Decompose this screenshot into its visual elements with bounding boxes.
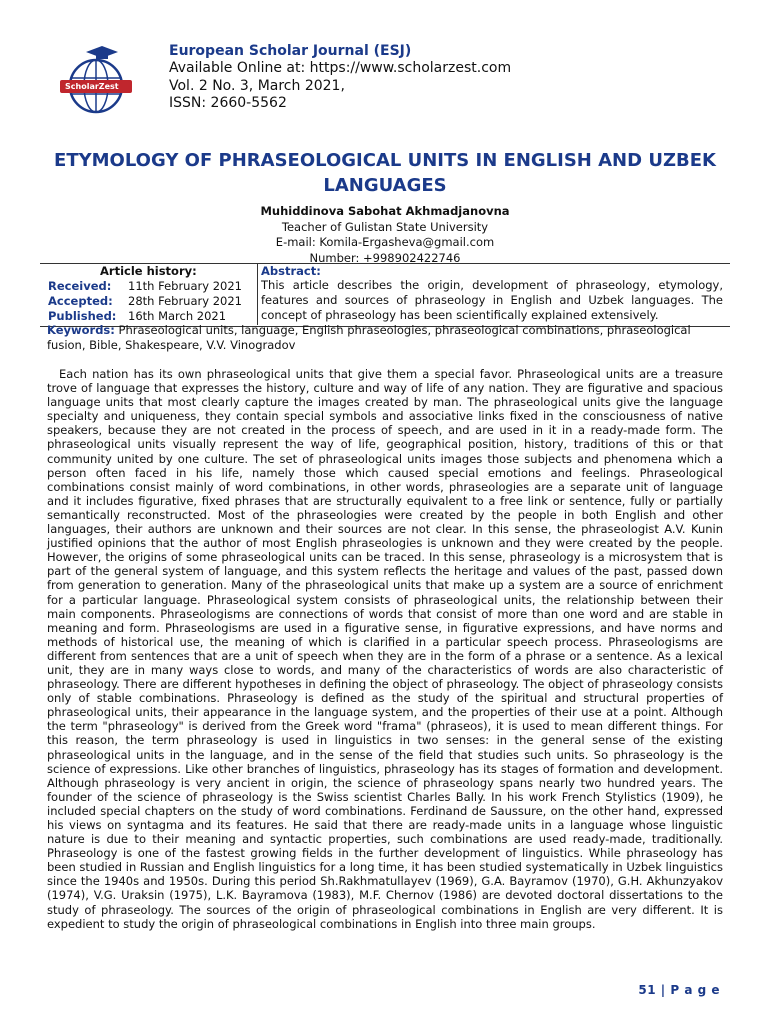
journal-url: Available Online at: https://www.scholarzest.com: [169, 60, 512, 76]
accepted-row: [48, 294, 242, 309]
accepted-label: Accepted:: [48, 294, 113, 308]
author-phone: Number: +998902422746: [309, 250, 461, 265]
keywords-label: Keywords:: [47, 323, 115, 337]
keywords: [47, 323, 727, 352]
accepted-date: 28th February 2021: [128, 294, 242, 308]
received-date: 11th February 2021: [128, 279, 242, 293]
page-number: 51 | P a g e: [638, 983, 720, 997]
history-title: Article history:: [100, 264, 197, 278]
journal-logo: [60, 44, 160, 119]
received-label: Received:: [48, 279, 112, 293]
published-label: Published:: [48, 309, 117, 323]
published-row: [48, 309, 226, 324]
keywords-text: Phraseological units, language, English phraseologies, phraseological combinations, phraseological fusion, Bible, Shakespeare, V.V. Vinogradov: [47, 323, 691, 352]
published-date: 16th March 2021: [128, 309, 227, 323]
author-block: [40, 204, 730, 266]
author-name: Muhiddinova Sabohat Akhmadjanovna: [260, 204, 510, 218]
journal-header: [169, 42, 511, 113]
author-email: E-mail: Komila-Ergasheva@gmail.com: [275, 235, 495, 249]
received-row: [48, 279, 242, 294]
author-affiliation: Teacher of Gulistan State University: [281, 219, 489, 234]
journal-issn: ISSN: 2660-5562: [169, 95, 287, 111]
logo-text: ScholarZest: [65, 82, 119, 91]
body-paragraph: Each nation has its own phraseological units that give them a special favor. Phraseological units are a treasure trove of language that expresses the history, culture and way of life of any nation. They are figurative and spacious language units that most clearly capture the images created by man. The phraseological units give the language specialty and uniqueness, they contain special symbols and associative links fixed in the consciousness of native speakers, because they are not created in the process of speech, and are used in it in a ready-made form. The phraseological units visually represent the way of life, geographical position, history, traditions of this or that community united by one culture. The set of phraseological units images those subjects and phenomena which a person often faced in his life, namely those which caused special emotions and feelings. Phraseological combinations consist mainly of word combinations, in other words, phraseologies are a separate unit of language and it includes figurative, fixed phrases that are structurally equivalent to a free link or sentence, fully or partially semantically reconstructed. Most of the phraseologies were created by the people in both English and other languages, their authors are unknown and their sources are not clear. In this sense, the phraseologist A.V. Kunin justified opinions that the author of most English phraseologies is unknown and they were created by the people. However, the origins of some phraseological units can be traced. In this sense, phraseology is a microsystem that is part of the general system of language, and this system reflects the heritage and values of the past, passed down from generation to generation. Many of the phraseological units that make up a system are a source of enrichment for a particular language. Phraseological system consists of phraseological units, the relationship between their main components. Phraseologisms are connections of words that consist of more than one word and are stable in meaning and form. Phraseologisms are used in a figurative sense, in figurative expressions, and have norms and methods of historical use, the meaning of which is clarified in a particular speech process. Phraseologisms are different from sentences that are a unit of speech when they are in the form of a phrase or a sentence. As a lexical unit, they are in many ways close to words, and many of the characteristics of words are also characteristic of phraseology. There are different hypotheses in defining the object of phraseology. The object of phraseology consists only of stable combinations. Phraseology is defined as the study of the spiritual and structural properties of phraseological units, their appearance in the language system, and the properties of their use at a point. Although the term "phraseology" is derived from the Greek word "frama" (phraseos), it is used to mean different things. For this reason, the term phraseology is used in linguistics in two senses: in the general sense of the existing phraseological units in the language, and in the sense of the field that studies such units. So phraseology is the science of expressions. Like other branches of linguistics, phraseology has its stages of formation and development. Although phraseology is very ancient in origin, the science of phraseology spans nearly two hundred years. The founder of the science of phraseology is the Swiss scientist Charles Bally. In his work French Stylistics (1909), he included special chapters on the study of word combinations. Ferdinand de Saussure, on the other hand, expressed his views on syntagma and its features. He said that there are ready-made units in a language whose linguistic nature is due to their meaning and syntactic properties, such combinations are used ready-made, traditionally. Phraseology is one of the fastest growing fields in the further development of linguistics. While phraseology has been studied in Russian and English linguistics for a long time, it has been studied systematically in Uzbek linguistics since the 1940s and 1950s. During this period Sh.Rakhmatullayev (1969), G.A. Bayramov (1970), G.H. Akhunzyakov (1974), V.G. Uraksin (1975), L.K. Bayramova (1983), M.F. Chernov (1986) are devoted doctoral dissertations to the study of phraseology. The sources of the origin of phraseological combinations in English are very different. It is expedient to study the origin of phraseological combinations in English into three main groups.: [47, 367, 723, 931]
abstract-title: Abstract:: [261, 264, 321, 278]
journal-name: European Scholar Journal (ESJ): [169, 43, 412, 59]
journal-volume: Vol. 2 No. 3, March 2021,: [169, 77, 345, 94]
table-divider: [257, 263, 258, 325]
article-title: ETYMOLOGY OF PHRASEOLOGICAL UNITS IN ENGLISH AND UZBEK LANGUAGES: [54, 150, 716, 196]
abstract-text: This article describes the origin, development of phraseology, etymology, features and sources of phraseology in English and Uzbek languages. The concept of phraseology has been scientifically explained extensively.: [261, 278, 723, 322]
